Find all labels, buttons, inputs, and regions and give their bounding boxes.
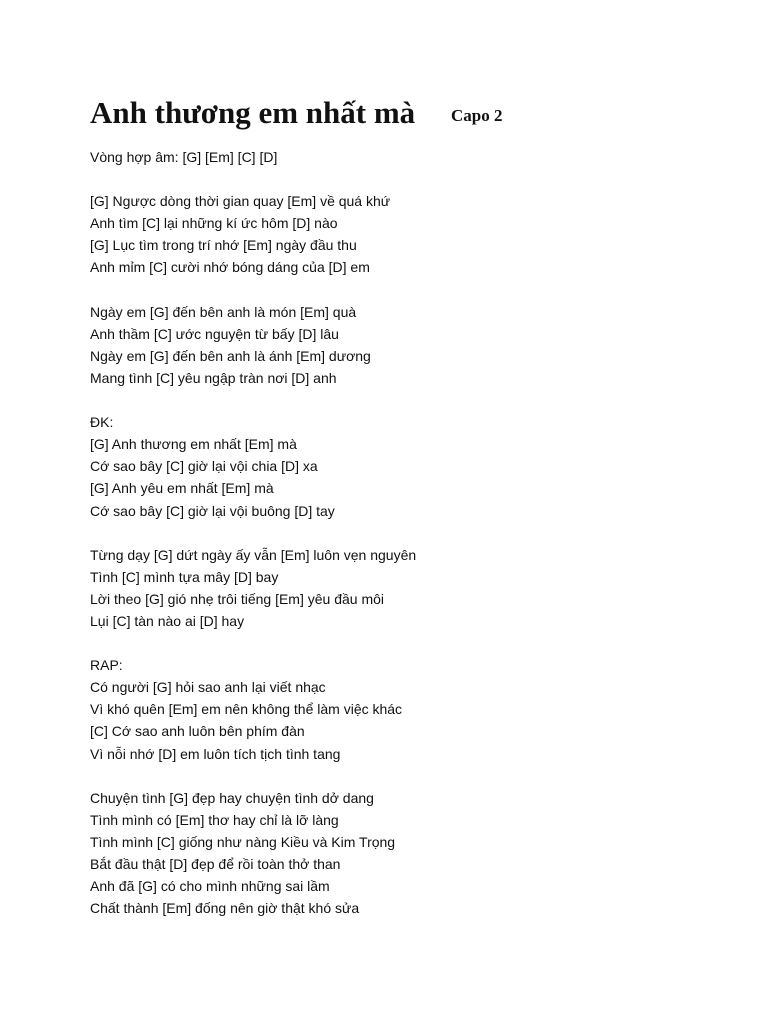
spacer — [90, 632, 710, 654]
lyric-line: [G] Ngược dòng thời gian quay [Em] về quá khứ — [90, 193, 391, 210]
lyric-line: Lời theo [G] gió nhẹ trôi tiếng [Em] yêu đầu môi — [90, 590, 385, 607]
rap-section-2 — [90, 787, 710, 920]
verse-1 — [90, 190, 710, 278]
lyric-line: Chất thành [Em] đống nên giờ thật khó sửa — [90, 900, 360, 917]
spacer — [90, 522, 710, 544]
spacer — [90, 765, 710, 787]
lyric-line: Tình mình có [Em] thơ hay chỉ là lỡ làng — [90, 811, 339, 828]
verse-2 — [90, 301, 710, 389]
lyric-line: Từng dạy [G] dứt ngày ấy vẫn [Em] luôn vẹn nguyên — [90, 546, 417, 563]
lyric-line: Cớ sao bây [C] giờ lại vội chia [D] xa — [90, 458, 318, 475]
lyric-line: Ngày em [G] đến bên anh là ánh [Em] dương — [90, 347, 371, 364]
lyric-line: [G] Lục tìm trong trí nhớ [Em] ngày đầu thu — [90, 237, 357, 254]
lyric-line: [G] Anh thương em nhất [Em] mà — [90, 436, 297, 453]
lyric-line: Tình mình [C] giống như nàng Kiều và Kim Trọng — [90, 833, 396, 850]
capo-label: Capo 2 — [451, 106, 503, 125]
verse-3 — [90, 544, 710, 632]
spacer — [90, 389, 710, 411]
chorus-label: ĐK: — [90, 414, 114, 431]
lyric-line: Anh thầm [C] ước nguyện từ bấy [D] lâu — [90, 325, 339, 342]
lyric-line: Tình [C] mình tựa mây [D] bay — [90, 568, 279, 585]
lyric-line: Chuyện tình [G] đẹp hay chuyện tình dở dang — [90, 789, 374, 806]
lyric-line: Vì khó quên [Em] em nên không thể làm việc khác — [90, 701, 403, 718]
chorus — [90, 411, 710, 521]
lyric-line: Anh mỉm [C] cười nhớ bóng dáng của [D] em — [90, 259, 370, 276]
lyric-line: Mang tình [C] yêu ngập tràn nơi [D] anh — [90, 369, 337, 386]
chord-progression: Vòng hợp âm: [G] [Em] [C] [D] — [90, 149, 278, 165]
lyric-line: Ngày em [G] đến bên anh là món [Em] quà — [90, 303, 357, 320]
lyric-line: [G] Anh yêu em nhất [Em] mà — [90, 480, 274, 497]
lyrics-body — [90, 146, 710, 919]
lyric-line: Vì nỗi nhớ [D] em luôn tích tịch tình tang — [90, 745, 341, 762]
rap-section-1 — [90, 654, 710, 764]
lyric-line: Bắt đầu thật [D] đẹp để rồi toàn thở than — [90, 856, 341, 872]
lyric-line: Anh tìm [C] lại những kí ức hôm [D] nào — [90, 215, 338, 232]
lyric-line: Anh đã [G] có cho mình những sai lầm — [90, 878, 330, 895]
lyric-line: Lụi [C] tàn nào ai [D] hay — [90, 612, 245, 629]
lyric-line: [C] Cớ sao anh luôn bên phím đàn — [90, 723, 305, 740]
spacer — [90, 279, 710, 301]
rap-label: RAP: — [90, 657, 123, 674]
lyric-line: Cớ sao bây [C] giờ lại vội buông [D] tay — [90, 502, 335, 519]
lyric-line: Có người [G] hỏi sao anh lại viết nhạc — [90, 679, 326, 696]
spacer — [90, 168, 710, 190]
song-title: Anh thương em nhất mà — [90, 95, 416, 130]
